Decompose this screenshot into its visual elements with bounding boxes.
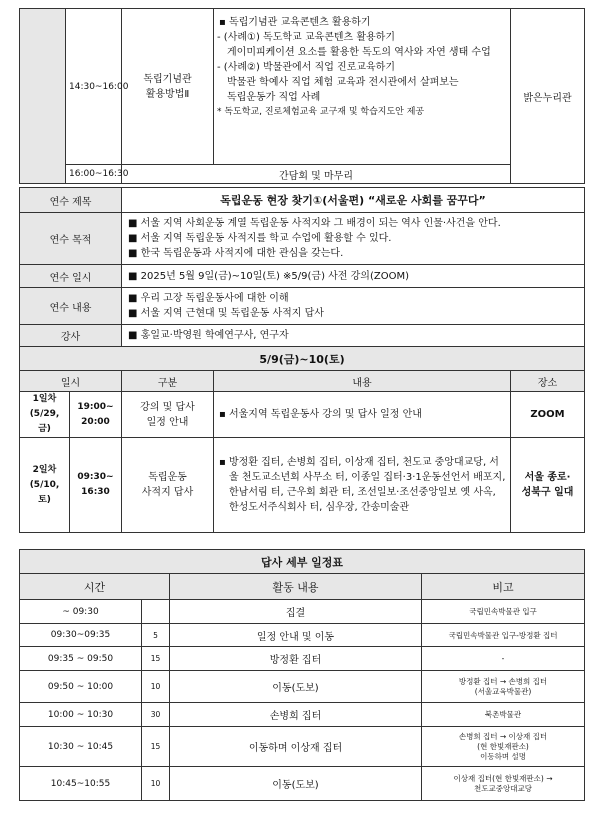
day2-place: 서울 종로· 성북구 일대: [511, 438, 585, 533]
table-row: 10:45~10:55 10 이동(도보) 이상재 집터(현 한빛재판소) → 천도교중앙대교당: [20, 767, 585, 801]
header-date: 일시: [20, 371, 122, 392]
program-instructor-label: 강사: [20, 325, 122, 347]
day2-category: 독립운동 사적지 답사: [122, 438, 214, 533]
detail-title: 답사 세부 일정표: [20, 550, 585, 574]
content-item: ■ 우리 고장 독립운동사에 대한 이해: [125, 291, 581, 306]
purpose-item: ■ 서울 지역 사회운동 계열 독립운동 사적지와 그 배경이 되는 역사 인물·사건을 안다.: [125, 216, 581, 231]
purpose-item: ■ 한국 독립운동과 사적지에 대한 관심을 갖는다.: [125, 246, 581, 261]
table-row: 09:50 ~ 10:00 10 이동(도보) 방정환 집터 → 손병희 집터 (서울교육박물관): [20, 671, 585, 703]
header-content: 내용: [214, 371, 511, 392]
program-instructor-value: ■ 홍일교·박영원 학예연구사, 연구자: [122, 325, 585, 347]
detail-header-activity: 활동 내용: [170, 574, 422, 600]
session-title: 독립기념관 활용방법Ⅱ: [122, 9, 214, 165]
program-content-list: [122, 288, 585, 325]
detail-header-note: 비고: [422, 574, 585, 600]
header-place: 장소: [511, 371, 585, 392]
table-row: 09:30~09:35 5 일정 안내 및 이동 국립민속박물관 입구-방정환 집터: [20, 624, 585, 647]
day1-category: 강의 및 답사 일정 안내: [122, 392, 214, 438]
schedule-title: 5/9(금)~10(토): [20, 347, 585, 371]
day1-content: ▪ 서울지역 독립운동사 강의 및 답사 일정 안내: [214, 392, 511, 438]
program-title-value: 독립운동 현장 찾기①(서울편) “새로운 사회를 꿈꾸다”: [122, 188, 585, 213]
detail-header-time: 시간: [20, 574, 170, 600]
table-row: 10:00 ~ 10:30 30 손병희 집터 북촌박물관: [20, 703, 585, 727]
table-row: ~ 09:30 집결 국립민속박물관 입구: [20, 600, 585, 624]
day1-time: 19:00~ 20:00: [70, 392, 122, 438]
session-place: 밝은누리관: [511, 9, 585, 184]
closing-time: 16:00~16:30: [66, 165, 122, 184]
day1-place: ZOOM: [511, 392, 585, 438]
program-date-value: ■ 2025년 5월 9일(금)~10일(토) ※5/9(금) 사전 강의(ZOOM): [122, 265, 585, 288]
program-purpose-label: 연수 목적: [20, 213, 122, 265]
table-row: 10:30 ~ 10:45 15 이동하며 이상재 집터 손병희 집터 → 이상재 집터 (현 한빛재판소) 이동하며 설명: [20, 727, 585, 767]
program-table: [19, 187, 585, 533]
closing-content: 간담회 및 마무리: [122, 165, 511, 184]
program-purpose-list: [122, 213, 585, 265]
top-blank-cell: [20, 9, 66, 184]
day2-content: ▪ 방정환 집터, 손병희 집터, 이상재 집터, 천도교 중앙대교당, 서울 천도교소년회 사무소 터, 이종일 집터·3·1운동선언서 배포지, 한남서림 터, 근우회 회관 터, 조선일보·조선중앙일보 옛 사옥, 한성도서주식회사 터, 심우장, 간송미술관: [214, 438, 511, 533]
program-date-label: 연수 일시: [20, 265, 122, 288]
day2-time: 09:30~ 16:30: [70, 438, 122, 533]
header-category: 구분: [122, 371, 214, 392]
session-time: 14:30~16:00: [66, 9, 122, 165]
content-item: ■ 서울 지역 근현대 및 독립운동 사적지 답사: [125, 306, 581, 321]
day2-label: 2일차 (5/10, 토): [20, 438, 70, 533]
purpose-item: ■ 서울 지역 독립운동 사적지를 학교 수업에 활용할 수 있다.: [125, 231, 581, 246]
top-schedule-table: [19, 8, 585, 184]
program-content-label: 연수 내용: [20, 288, 122, 325]
day1-label: 1일차 (5/29, 금): [20, 392, 70, 438]
table-row: 09:35 ~ 09:50 15 방정환 집터 -: [20, 647, 585, 671]
detail-schedule-table: [19, 549, 585, 801]
program-title-label: 연수 제목: [20, 188, 122, 213]
session-content: ▪ 독립기념관 교육콘텐츠 활용하기 - (사례①) 독도학교 교육콘텐츠 활용하기 게이미피케이션 요소를 활용한 독도의 역사와 자연 생태 수업 - (사례②) 박물관에서 직업 진로교육하기 박물관 학예사 직업 체험 교육과 전시관에서 살펴보는 독립운동가 직업 사례 * 독도학교, 진로체험교육 교구재 및 학습지도안 제공: [214, 9, 511, 165]
